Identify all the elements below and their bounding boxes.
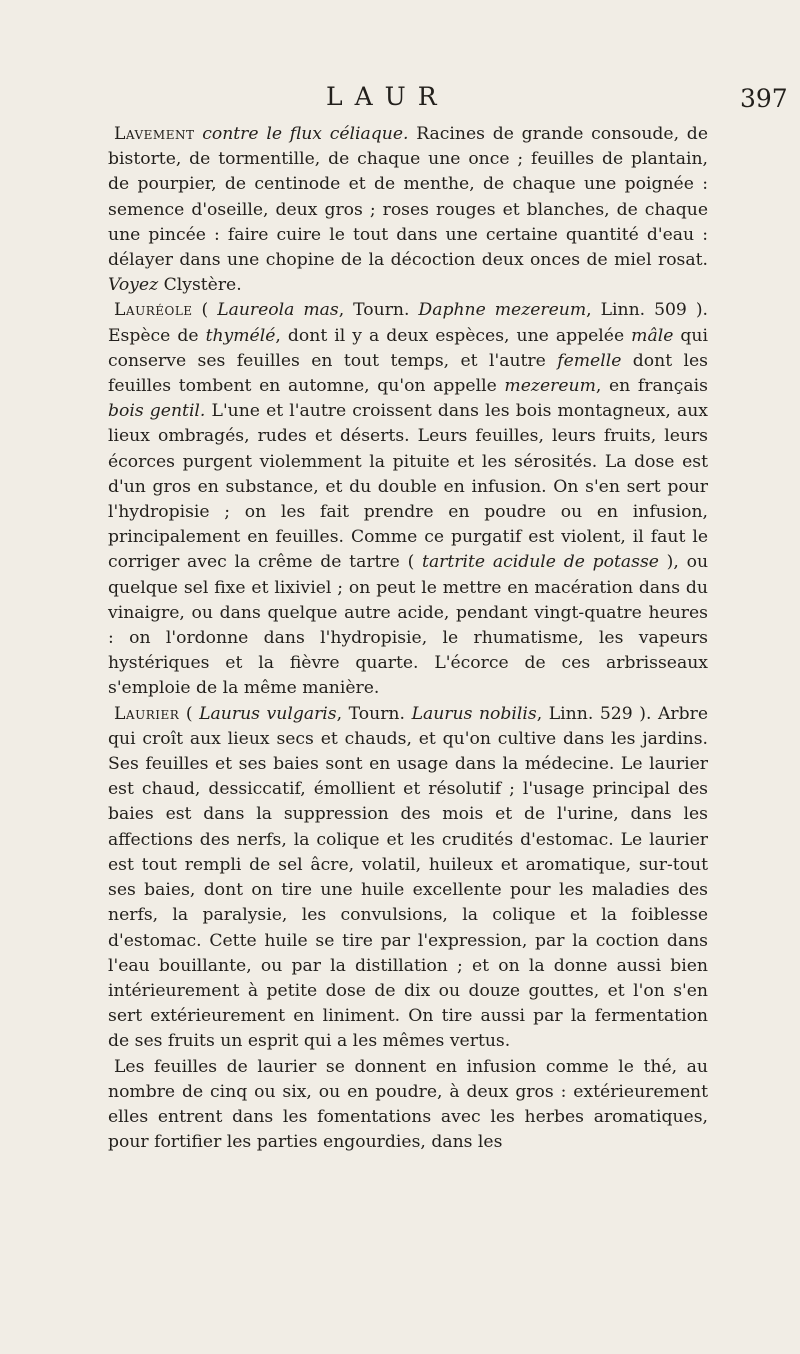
- entry-text: dont les feuilles tombent en automne, qu'on appelle: [108, 350, 708, 397]
- italic-text: contre le flux céliaque.: [194, 124, 409, 144]
- dictionary-entry: [108, 702, 708, 1055]
- italic-text: mâle: [631, 325, 674, 346]
- entry-text: Les feuilles de laurier se donnent en infusion comme le thé, au nombre de cinq ou six, ou en poudre, à deux gros : extérieurement elles entrent dans les fomentations avec les herbes aromatiques, pour fortifier les parties engourdies, dans les: [108, 1056, 708, 1153]
- entry-text: (: [179, 703, 200, 724]
- page-number: 397: [740, 84, 788, 113]
- entry-text: (: [192, 300, 218, 321]
- running-head: LAUR: [326, 82, 449, 111]
- italic-text: tartrite acidule de potasse: [422, 552, 659, 573]
- italic-text: Laurus vulgaris: [199, 703, 337, 724]
- entry-headword: Lauréole: [114, 300, 193, 321]
- entry-text: qui conserve ses feuilles en tout temps, et l'autre: [108, 325, 708, 371]
- italic-text: Laureola mas: [217, 300, 339, 321]
- italic-text: Laurus nobilis: [411, 703, 537, 724]
- entry-headword: Lavement: [114, 124, 195, 144]
- page-header: [0, 78, 800, 118]
- dictionary-text: [108, 122, 708, 1155]
- dictionary-entry: [108, 122, 708, 298]
- italic-text: thymélé: [205, 325, 276, 346]
- entry-text: L'une et l'autre croissent dans les bois montagneux, aux lieux ombragés, rudes et déserts. Leurs feuilles, leurs fruits, leurs écorces purgent violemment la pituite et les sérosités. La dose est d'un gros en substance, et du double en infusion. On s'en sert pour l'hydropisie ; on les fait prendre en poudre ou en infusion, principalement en feuilles. Comme ce purgatif est violent, il faut le corriger avec la crême de tartre (: [108, 401, 708, 573]
- entry-text: , Linn. 509 ). Espèce de: [108, 300, 708, 346]
- entry-text: , Linn. 529 ). Arbre qui croît aux lieux secs et chauds, et qu'on cultive dans les jardins. Ses feuilles et ses baies sont en usage dans la médecine. Le laurier est chaud, dessiccatif, émollient et résolutif ; l'usage principal des baies est dans la suppression des mois et de l'urine, dans les affections des nerfs, la colique et les crudités d'estomac. Le laurier est tout rempli de sel âcre, volatil, huileux et aromatique, sur-tout ses baies, dont on tire une huile excellente pour les maladies des nerfs, la paralysie, les convulsions, la colique et la foiblesse d'estomac. Cette huile se tire par l'expression, par la coction dans l'eau bouillante, ou par la distillation ; et on la donne aussi bien intérieurement à petite dose de dix ou douze gouttes, et l'on s'en sert extérieurement en liniment. On tire aussi par la fermentation de ses fruits un esprit qui a les mêmes vertus.: [108, 703, 709, 1052]
- italic-text: bois gentil.: [108, 401, 206, 422]
- entry-text: Racines de grande consoude, de bistorte, de tormentille, de chaque une once ; feuilles de plantain, de pourpier, de centinode et de menthe, de chaque une poignée : semence d'oseille, deux gros ; roses rouges et blanches, de chaque une pincée : faire cuire le tout dans une certaine quantité d'eau : délayer dans une chopine de la décoction deux onces de miel rosat.: [108, 124, 708, 271]
- entry-text: , en français: [595, 376, 709, 397]
- dictionary-entry: [108, 298, 708, 701]
- entry-text: , Tourn.: [338, 300, 419, 321]
- entry-text: ), ou quelque sel fixe et lixiviel ; on peut le mettre en macération dans du vinaigre, ou dans quelque autre acide, pendant vingt-quatre heures : on l'ordonne dans l'hydropisie, le rhumatisme, les vapeurs hystériques et la fièvre quarte. L'écorce de ces arbrisseaux s'emploie de la même manière.: [108, 552, 709, 699]
- italic-text: Voyez: [108, 275, 159, 296]
- italic-text: mezereum: [504, 376, 596, 397]
- entry-text: Clystère.: [158, 275, 242, 296]
- entry-text: , dont il y a deux espèces, une appelée: [275, 325, 632, 346]
- italic-text: Daphne mezereum: [418, 300, 587, 321]
- dictionary-entry: [108, 1055, 708, 1156]
- italic-text: femelle: [557, 350, 622, 371]
- entry-text: , Tourn.: [336, 703, 412, 724]
- entry-headword: Laurier: [114, 703, 180, 724]
